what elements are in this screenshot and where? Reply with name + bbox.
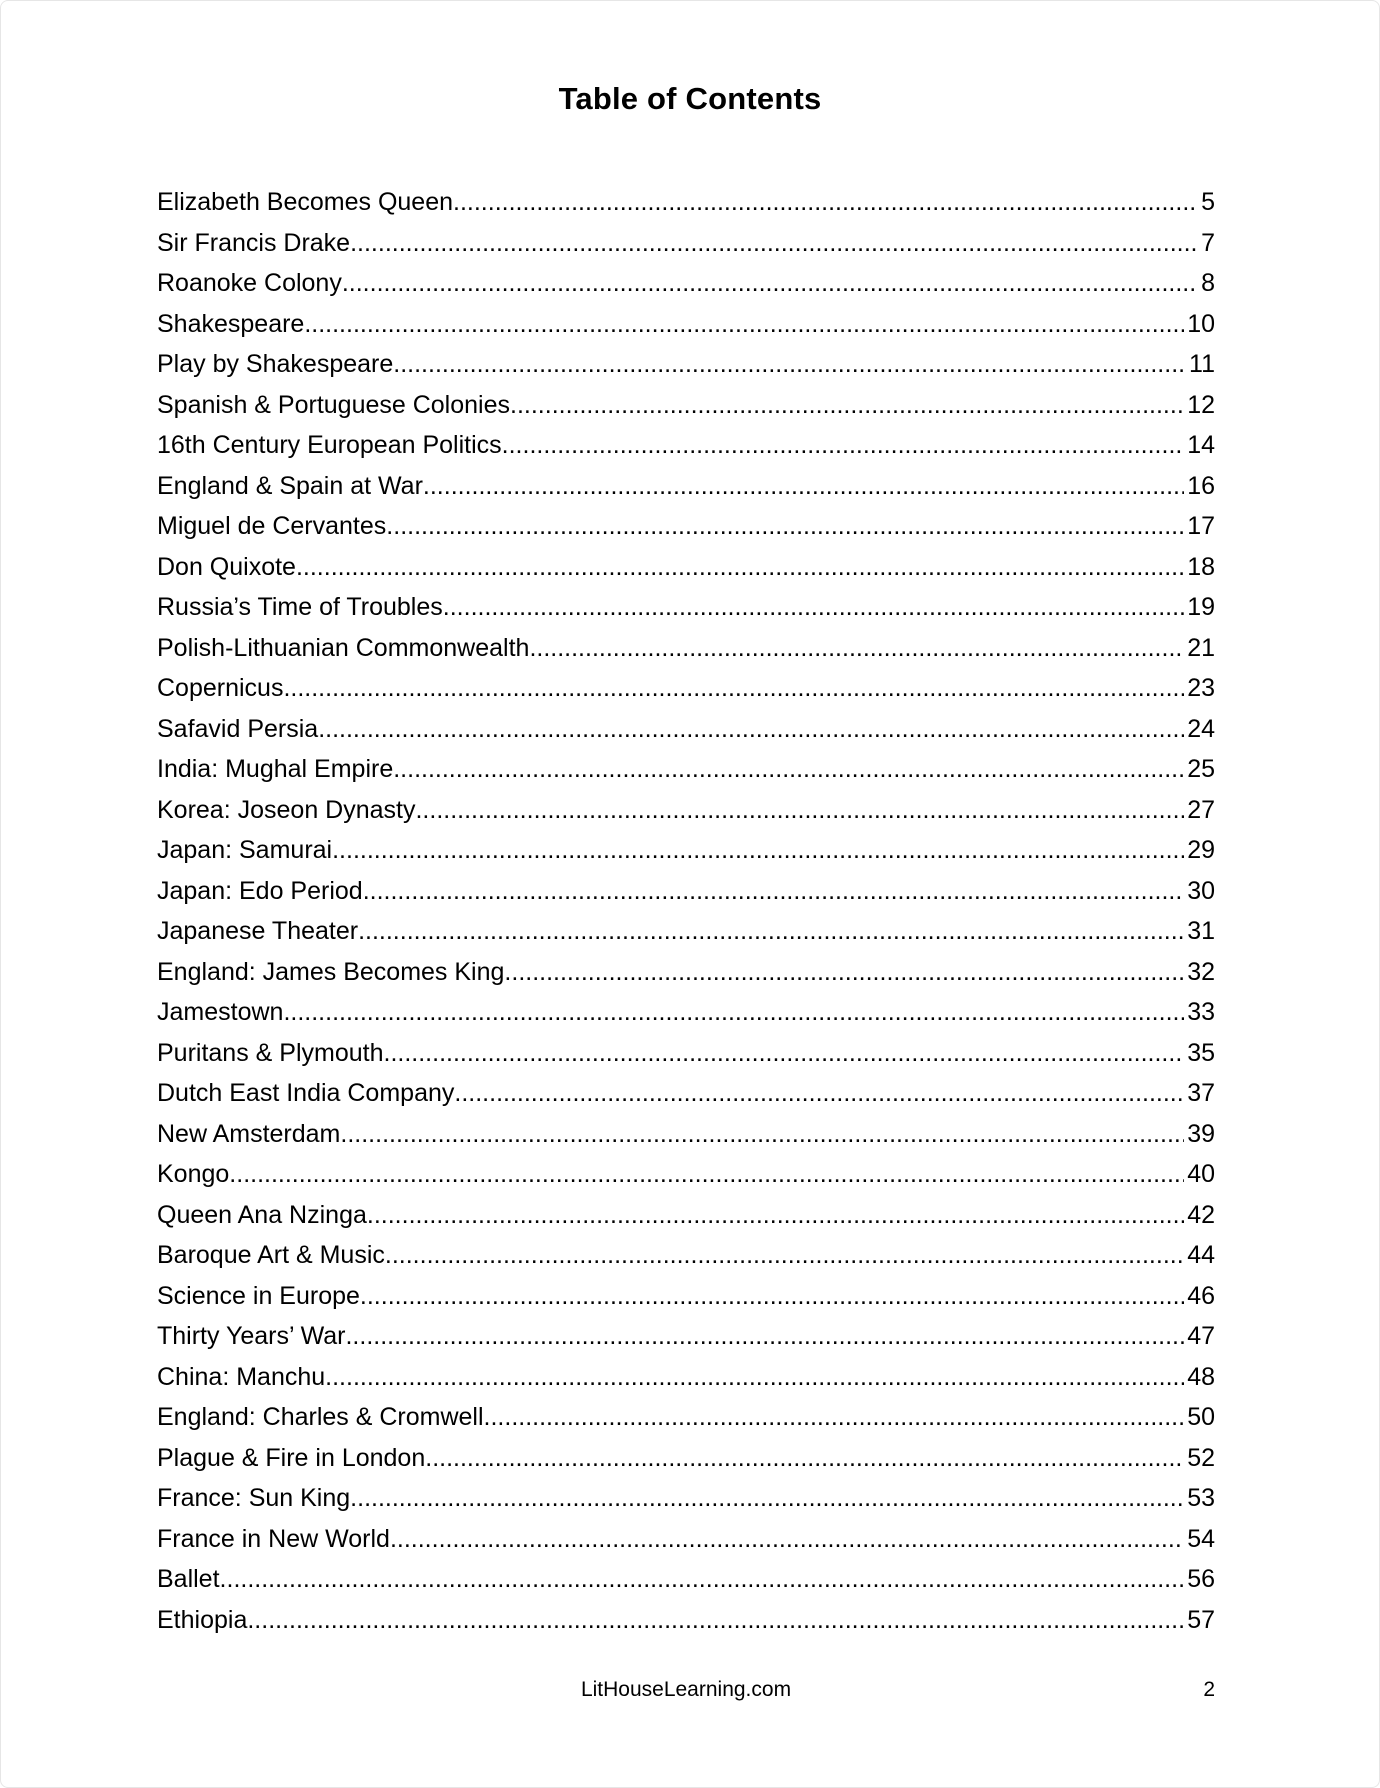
toc-entry-label: Thirty Years’ War bbox=[157, 1322, 346, 1350]
toc-dot-leader bbox=[332, 830, 1184, 871]
toc-entry-page: 30 bbox=[1187, 876, 1215, 905]
toc-dot-leader bbox=[529, 628, 1184, 669]
toc-entry-page: 16 bbox=[1187, 471, 1215, 500]
toc-dot-leader bbox=[504, 952, 1184, 993]
toc-entry bbox=[157, 749, 1215, 790]
toc-entry bbox=[157, 1559, 1215, 1600]
toc-dot-leader bbox=[415, 790, 1184, 831]
toc-entry bbox=[157, 992, 1215, 1033]
toc-entry-label: Copernicus bbox=[157, 674, 284, 702]
toc-entry bbox=[157, 344, 1215, 385]
toc-entry-page: 24 bbox=[1187, 714, 1215, 743]
toc-entry bbox=[157, 425, 1215, 466]
toc-entry-page: 17 bbox=[1187, 512, 1215, 540]
toc-entry-page: 39 bbox=[1187, 1119, 1215, 1148]
toc-dot-leader bbox=[360, 1276, 1184, 1317]
toc-dot-leader bbox=[502, 425, 1185, 466]
toc-entry-page: 10 bbox=[1187, 309, 1215, 338]
toc-entry bbox=[157, 304, 1215, 345]
toc-dot-leader bbox=[296, 547, 1184, 588]
toc-entry bbox=[157, 1600, 1215, 1641]
toc-dot-leader bbox=[318, 709, 1184, 750]
toc-dot-leader bbox=[390, 1519, 1184, 1560]
toc-entry-label: Japan: Samurai bbox=[157, 836, 333, 864]
toc-entry-page: 5 bbox=[1201, 188, 1215, 216]
toc-entry-label: Polish-Lithuanian Commonwealth bbox=[157, 633, 530, 662]
page-title: Table of Contents bbox=[558, 81, 822, 116]
toc-entry-page: 18 bbox=[1187, 552, 1215, 581]
toc-entry-label: Sir Francis Drake bbox=[157, 228, 351, 257]
footer-site-text: LitHouseLearning.com bbox=[580, 1678, 792, 1701]
toc-entry bbox=[157, 547, 1215, 588]
toc-entry-label: Korea: Joseon Dynasty bbox=[157, 795, 416, 824]
toc-entry bbox=[157, 1235, 1215, 1276]
toc-dot-leader bbox=[220, 1559, 1185, 1600]
toc-entry-label: India: Mughal Empire bbox=[157, 755, 394, 783]
toc-entry bbox=[157, 628, 1215, 669]
toc-dot-leader bbox=[340, 1114, 1184, 1155]
toc-entry bbox=[157, 182, 1215, 223]
toc-dot-leader bbox=[393, 344, 1186, 385]
toc-entry-label: England: Charles & Cromwell bbox=[157, 1403, 484, 1431]
toc-dot-leader bbox=[350, 223, 1198, 264]
toc-dot-leader bbox=[358, 911, 1184, 952]
toc-entry bbox=[157, 668, 1215, 709]
toc-entry-label: Plague & Fire in London bbox=[157, 1443, 426, 1472]
toc-dot-leader bbox=[386, 506, 1184, 547]
toc-entry-page: 11 bbox=[1189, 350, 1215, 378]
toc-entry-page: 57 bbox=[1187, 1605, 1215, 1634]
page-footer bbox=[157, 1675, 1215, 1705]
toc-entry bbox=[157, 587, 1215, 628]
toc-entry-label: Don Quixote bbox=[157, 552, 296, 581]
toc-entry-page: 29 bbox=[1187, 836, 1215, 864]
toc-dot-leader bbox=[229, 1154, 1184, 1195]
toc-entry-label: Dutch East India Company bbox=[157, 1079, 455, 1107]
toc-dot-leader bbox=[350, 1478, 1184, 1519]
toc-dot-leader bbox=[304, 304, 1184, 345]
toc-entry-label: Play by Shakespeare bbox=[157, 350, 394, 378]
toc-entry bbox=[157, 1073, 1215, 1114]
toc-entry-label: Miguel de Cervantes bbox=[157, 512, 387, 540]
toc-entry-page: 37 bbox=[1187, 1079, 1215, 1107]
toc-entry-page: 31 bbox=[1187, 917, 1215, 945]
footer-page-number: 2 bbox=[1203, 1678, 1215, 1701]
toc-entry-page: 44 bbox=[1187, 1241, 1215, 1269]
toc-entry-page: 54 bbox=[1187, 1524, 1215, 1553]
toc-dot-leader bbox=[484, 1397, 1185, 1438]
toc-entry bbox=[157, 263, 1215, 304]
toc-dot-leader bbox=[367, 1195, 1184, 1236]
toc-entry bbox=[157, 871, 1215, 912]
toc-entry bbox=[157, 1316, 1215, 1357]
toc-entry-page: 50 bbox=[1187, 1403, 1215, 1431]
toc-dot-leader bbox=[342, 263, 1198, 304]
toc-entry bbox=[157, 385, 1215, 426]
toc-entry-label: Safavid Persia bbox=[157, 714, 319, 743]
toc-entry-label: Japanese Theater bbox=[157, 917, 359, 945]
toc-entry bbox=[157, 830, 1215, 871]
toc-entry-label: China: Manchu bbox=[157, 1362, 326, 1391]
toc-entry-label: Japan: Edo Period bbox=[157, 876, 363, 905]
toc-entry bbox=[157, 223, 1215, 264]
toc-entry bbox=[157, 1438, 1215, 1479]
toc-entry bbox=[157, 1276, 1215, 1317]
toc-entry bbox=[157, 1519, 1215, 1560]
toc-entry bbox=[157, 1114, 1215, 1155]
toc-entry-page: 40 bbox=[1187, 1160, 1215, 1188]
toc-entry bbox=[157, 1357, 1215, 1398]
toc-entry bbox=[157, 952, 1215, 993]
toc-dot-leader bbox=[345, 1316, 1184, 1357]
toc-dot-leader bbox=[283, 992, 1184, 1033]
toc-entry bbox=[157, 1154, 1215, 1195]
toc-entry-page: 32 bbox=[1187, 957, 1215, 986]
toc-entry-label: Roanoke Colony bbox=[157, 269, 342, 297]
toc-entry bbox=[157, 709, 1215, 750]
toc-entry-page: 42 bbox=[1187, 1200, 1215, 1229]
toc-entry-label: Kongo bbox=[157, 1160, 230, 1188]
toc-entry-page: 35 bbox=[1187, 1038, 1215, 1067]
toc-dot-leader bbox=[423, 466, 1184, 507]
toc-entry-label: Queen Ana Nzinga bbox=[157, 1200, 367, 1229]
toc-entry bbox=[157, 1033, 1215, 1074]
toc-entry bbox=[157, 911, 1215, 952]
toc-dot-leader bbox=[363, 871, 1184, 912]
toc-entry-page: 19 bbox=[1187, 593, 1215, 621]
toc-entry-label: England: James Becomes King bbox=[157, 957, 505, 986]
toc-entry-page: 7 bbox=[1201, 228, 1215, 257]
toc-entry-label: France: Sun King bbox=[157, 1484, 351, 1512]
toc-entry-label: Spanish & Portuguese Colonies bbox=[157, 390, 511, 419]
toc-entry-label: France in New World bbox=[157, 1524, 390, 1553]
toc-entry-label: Elizabeth Becomes Queen bbox=[157, 188, 454, 216]
toc-entry bbox=[157, 1397, 1215, 1438]
toc-dot-leader bbox=[453, 182, 1198, 223]
toc-entry-label: Baroque Art & Music bbox=[157, 1241, 385, 1269]
toc-entry-page: 8 bbox=[1201, 269, 1215, 297]
toc-entry-label: Shakespeare bbox=[157, 309, 305, 338]
toc-entry-label: Puritans & Plymouth bbox=[157, 1038, 384, 1067]
toc-entry bbox=[157, 1478, 1215, 1519]
toc-entry-page: 14 bbox=[1187, 431, 1215, 459]
toc-entry bbox=[157, 1195, 1215, 1236]
toc-entry bbox=[157, 790, 1215, 831]
toc-entry-page: 53 bbox=[1187, 1484, 1215, 1512]
toc-entry-page: 52 bbox=[1187, 1443, 1215, 1472]
toc-entry bbox=[157, 466, 1215, 507]
toc-entry-label: Ballet bbox=[157, 1565, 220, 1593]
toc-dot-leader bbox=[283, 668, 1184, 709]
toc-dot-leader bbox=[247, 1600, 1184, 1641]
toc-dot-leader bbox=[325, 1357, 1184, 1398]
toc-dot-leader bbox=[425, 1438, 1184, 1479]
toc-entry-page: 12 bbox=[1187, 390, 1215, 419]
toc-entry-label: England & Spain at War bbox=[157, 471, 423, 500]
toc-entry-label: 16th Century European Politics bbox=[157, 431, 502, 459]
toc-dot-leader bbox=[443, 587, 1184, 628]
toc-entry-page: 23 bbox=[1187, 674, 1215, 702]
toc-entry-page: 48 bbox=[1187, 1362, 1215, 1391]
toc-entry-page: 33 bbox=[1187, 998, 1215, 1026]
toc-dot-leader bbox=[393, 749, 1184, 790]
toc-entry-page: 47 bbox=[1187, 1322, 1215, 1350]
toc-entry-label: Jamestown bbox=[157, 998, 284, 1026]
toc-entry-label: New Amsterdam bbox=[157, 1119, 341, 1148]
toc-entry-page: 46 bbox=[1187, 1281, 1215, 1310]
toc-dot-leader bbox=[384, 1033, 1185, 1074]
toc-entry-page: 21 bbox=[1187, 633, 1215, 662]
toc-dot-leader bbox=[385, 1235, 1184, 1276]
toc-entry-page: 27 bbox=[1187, 795, 1215, 824]
toc-entry bbox=[157, 506, 1215, 547]
toc-dot-leader bbox=[454, 1073, 1184, 1114]
toc-entry-label: Russia’s Time of Troubles bbox=[157, 593, 443, 621]
toc-entry-page: 56 bbox=[1187, 1565, 1215, 1593]
toc-entry-label: Science in Europe bbox=[157, 1281, 360, 1310]
toc-entry-page: 25 bbox=[1187, 755, 1215, 783]
toc-entry-label: Ethiopia bbox=[157, 1605, 248, 1634]
toc-dot-leader bbox=[510, 385, 1184, 426]
toc-list bbox=[157, 182, 1215, 1640]
